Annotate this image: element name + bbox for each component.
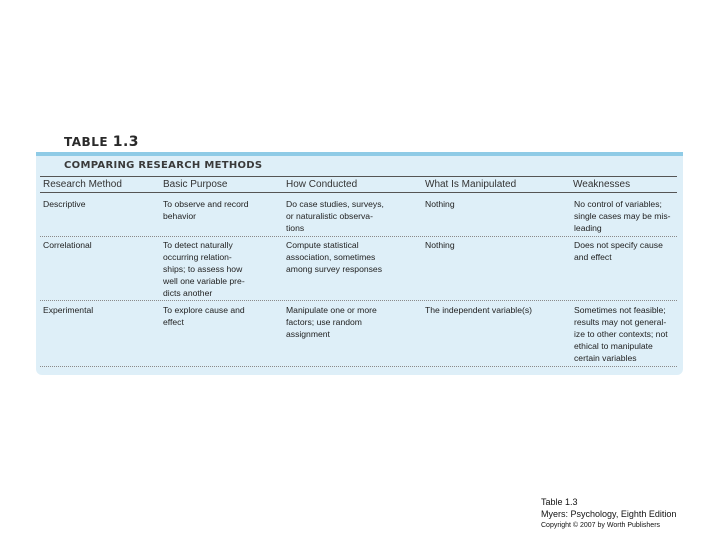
cell-weaknesses: Does not specify cause and effect bbox=[574, 240, 663, 262]
cell-method: Descriptive bbox=[43, 199, 86, 209]
cell-conducted: Manipulate one or more factors; use random assignment bbox=[286, 305, 377, 339]
header-bottom-rule bbox=[40, 192, 677, 193]
row-separator bbox=[40, 236, 677, 237]
table-number-label bbox=[64, 134, 139, 150]
cell-purpose: To observe and record behavior bbox=[163, 199, 249, 221]
col-head-manipulated: What Is Manipulated bbox=[425, 179, 517, 190]
cell-manipulated: Nothing bbox=[425, 199, 455, 209]
cell-weaknesses: No control of variables; single cases may be mis- leading bbox=[574, 199, 671, 233]
cell-method: Correlational bbox=[43, 240, 92, 250]
row-separator bbox=[40, 300, 677, 301]
cell-purpose: To detect naturally occurring relation- ships; to assess how well one variable pre- dicts another bbox=[163, 240, 245, 298]
cell-manipulated: Nothing bbox=[425, 240, 455, 250]
caption-title: Table 1.3 bbox=[541, 497, 578, 507]
cell-method: Experimental bbox=[43, 305, 94, 315]
comparison-table bbox=[36, 156, 683, 375]
table-heading: COMPARING RESEARCH METHODS bbox=[64, 160, 263, 171]
cell-conducted: Do case studies, surveys, or naturalistic observa- tions bbox=[286, 199, 384, 233]
caption-source: Myers: Psychology, Eighth Edition bbox=[541, 509, 677, 519]
col-head-method: Research Method bbox=[43, 179, 122, 190]
col-head-conducted: How Conducted bbox=[286, 179, 358, 190]
cell-purpose: To explore cause and effect bbox=[163, 305, 245, 327]
cell-conducted: Compute statistical association, sometimes among survey responses bbox=[286, 240, 383, 274]
row-separator bbox=[40, 366, 677, 367]
table-number: 1.3 bbox=[112, 134, 140, 150]
table-prefix: TABLE bbox=[64, 135, 109, 149]
col-head-weaknesses: Weaknesses bbox=[573, 179, 631, 190]
cell-manipulated: The independent variable(s) bbox=[425, 305, 533, 315]
slide-caption bbox=[541, 496, 676, 532]
col-head-purpose: Basic Purpose bbox=[163, 179, 228, 190]
header-top-rule bbox=[40, 176, 677, 177]
caption-copyright: Copyright © 2007 by Worth Publishers bbox=[541, 522, 661, 529]
cell-weaknesses: Sometimes not feasible; results may not general- ize to other contexts; not ethical to manipulate certain variables bbox=[574, 305, 668, 363]
